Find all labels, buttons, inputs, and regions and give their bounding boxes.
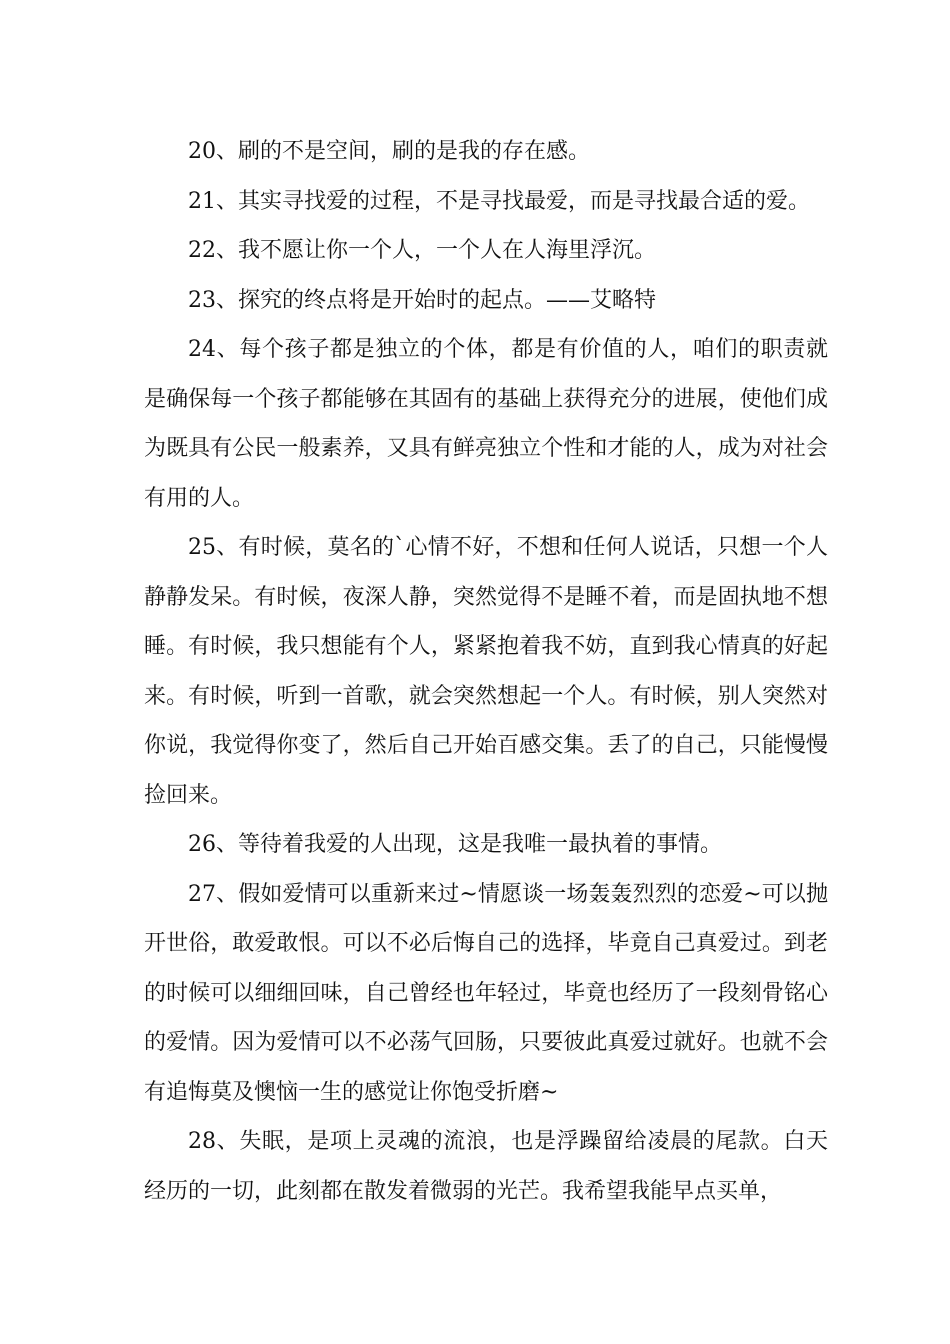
document-body <box>144 127 828 1216</box>
paragraph-20: 20、刷的不是空间，刷的是我的存在感。 <box>188 139 590 164</box>
paragraph-26: 26、等待着我爱的人出现，这是我唯一最执着的事情。 <box>188 832 722 857</box>
paragraph-28: 28、失眠，是项上灵魂的流浪，也是浮躁留给凌晨的尾款。白天经历的一切，此刻都在散发着微弱的光芒。我希望我能早点买单， <box>144 1129 828 1204</box>
paragraph-27: 27、假如爱情可以重新来过~情愿谈一场轰轰烈烈的恋爱~可以抛开世俗，敢爱敢恨。可以不必后悔自己的选择，毕竟自己真爱过。到老的时候可以细细回味，自己曾经也年轻过，毕竟也经历了一段刻骨铭心的爱情。因为爱情可以不必荡气回肠，只要彼此真爱过就好。也就不会有追悔莫及懊恼一生的感觉让你饱受折磨~ <box>144 881 828 1105</box>
paragraph-23: 23、探究的终点将是开始时的起点。——艾略特 <box>188 287 656 313</box>
paragraph-21: 21、其实寻找爱的过程，不是寻找最爱，而是寻找最合适的爱。 <box>188 188 810 214</box>
paragraph-22: 22、我不愿让你一个人，一个人在人海里浮沉。 <box>188 238 656 263</box>
paragraph-24: 24、每个孩子都是独立的个体，都是有价值的人，咱们的职责就是确保每一个孩子都能够在其固有的基础上获得充分的进展，使他们成为既具有公民一般素养，又具有鲜亮独立个性和才能的人，成为对社会有用的人。 <box>144 337 828 511</box>
paragraph-25: 25、有时候，莫名的`心情不好，不想和任何人说话，只想一个人静静发呆。有时候，夜深人静，突然觉得不是睡不着，而是固执地不想睡。有时候，我只想能有个人，紧紧抱着我不妨，直到我心情真的好起来。有时候，听到一首歌，就会突然想起一个人。有时候，别人突然对你说，我觉得你变了，然后自己开始百感交集。丢了的自己，只能慢慢捡回来。 <box>144 535 828 808</box>
